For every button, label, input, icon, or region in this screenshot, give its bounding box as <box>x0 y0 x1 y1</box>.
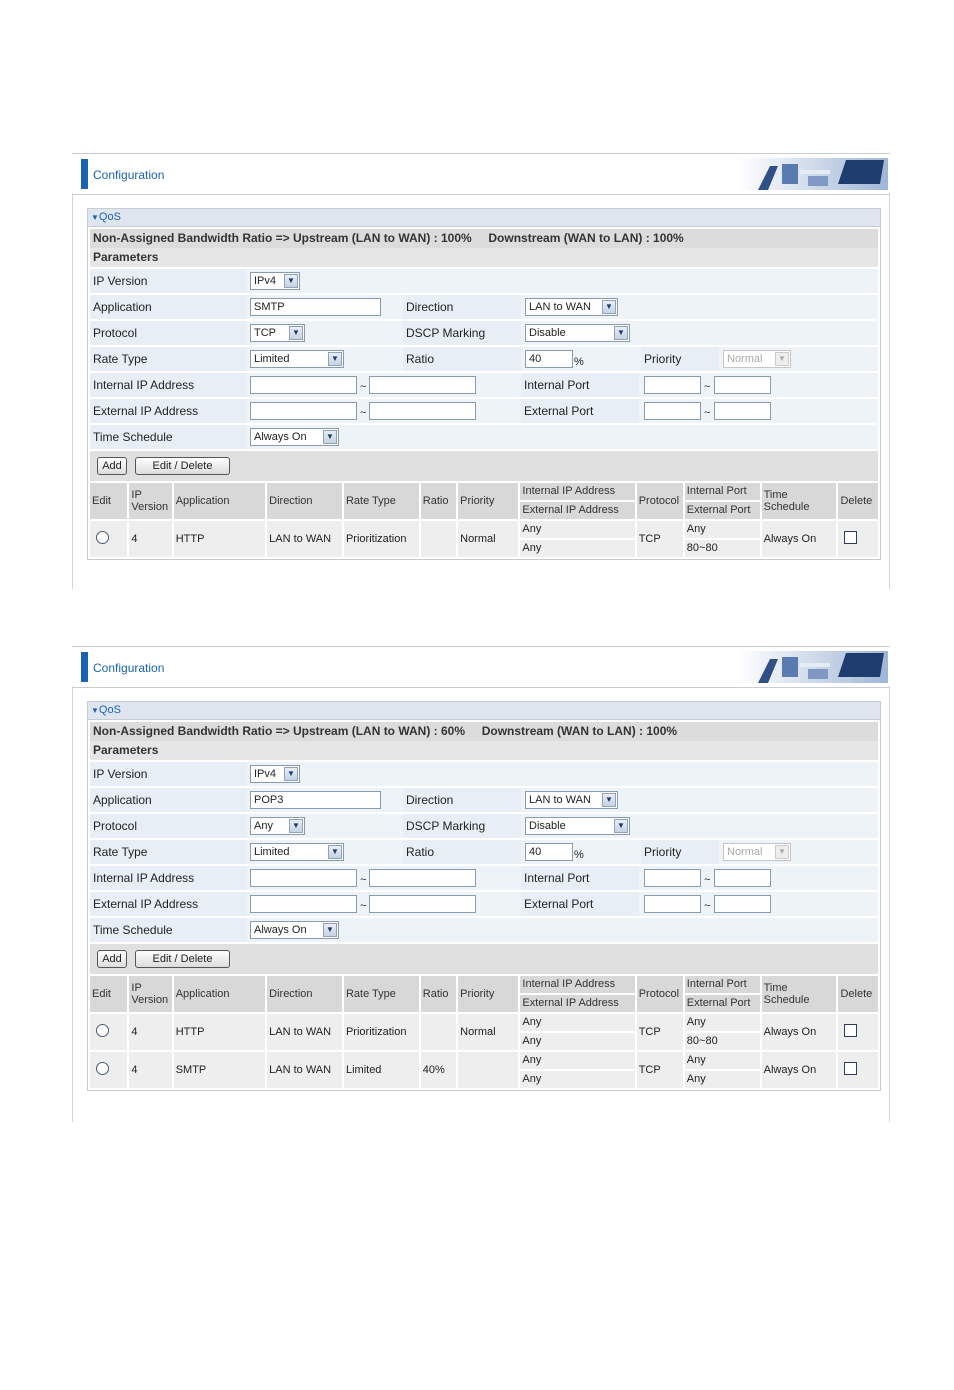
priority-cell <box>458 1052 518 1088</box>
time-schedule-row <box>90 918 878 942</box>
edit-delete-button[interactable]: Edit / Delete <box>135 457 230 475</box>
internal-port-cell: Any <box>685 1052 760 1071</box>
external-ip-label: External IP Address <box>90 399 246 423</box>
internal-ip-label: Internal IP Address <box>90 373 246 397</box>
time-schedule-cell: Always On <box>762 521 837 557</box>
col-priority: Priority <box>458 976 518 1012</box>
panel-right-border <box>889 193 890 589</box>
time-schedule-cell: Always On <box>762 1014 837 1050</box>
ip-version-value: IPv4 <box>254 768 277 780</box>
time-schedule-select[interactable] <box>250 428 339 446</box>
external-port-label: External Port <box>521 399 639 423</box>
protocol-value: Any <box>254 820 273 832</box>
office-banner-icon <box>738 158 888 190</box>
time-schedule-select[interactable] <box>250 921 339 939</box>
protocol-select[interactable] <box>250 817 305 835</box>
office-banner-icon <box>738 651 888 683</box>
ip-version-value: IPv4 <box>254 275 277 287</box>
delete-checkbox[interactable] <box>844 1062 857 1075</box>
qos-title-text: QoS <box>98 211 121 223</box>
application-label: Application <box>90 295 246 319</box>
ratio-cell: 40% <box>421 1052 456 1088</box>
col-external-ip: External IP Address <box>522 997 619 1009</box>
range-separator: ~ <box>360 407 367 419</box>
rate-type-cell: Prioritization <box>344 521 419 557</box>
chevron-down-icon: ▼ <box>614 819 628 833</box>
external-port-cell: Any <box>686 1073 706 1085</box>
external-port-cell: 80~80 <box>686 542 718 554</box>
external-port-label: External Port <box>521 892 639 916</box>
time-schedule-cell: Always On <box>762 1052 837 1088</box>
col-internal-port: Internal Port <box>685 483 760 502</box>
time-schedule-value: Always On <box>254 431 307 443</box>
chevron-down-icon: ▼ <box>284 767 298 781</box>
protocol-value: TCP <box>254 327 276 339</box>
edit-cell <box>90 1014 127 1050</box>
col-edit: Edit <box>90 976 127 1012</box>
col-external-port: External Port <box>686 997 751 1009</box>
internal-ip-cell: Any <box>520 1052 634 1071</box>
col-rate-type: Rate Type <box>344 976 419 1012</box>
protocol-cell: TCP <box>637 1052 683 1088</box>
external-ip-cell: Any <box>522 1035 542 1047</box>
time-schedule-value: Always On <box>254 924 307 936</box>
table-row <box>90 521 878 557</box>
rate-type-cell: Prioritization <box>344 1014 419 1050</box>
external-ip-start-input[interactable] <box>250 895 357 913</box>
application-cell: HTTP <box>174 521 265 557</box>
add-button[interactable]: Add <box>97 457 127 475</box>
configuration-title: Configuration <box>93 661 165 675</box>
internal-ip-row <box>90 866 878 890</box>
col-delete: Delete <box>838 483 878 519</box>
priority-label: Priority <box>641 347 719 371</box>
ratio-percent-sign: % <box>574 849 584 861</box>
ip-address-cell <box>520 521 634 557</box>
external-ip-row <box>90 399 878 423</box>
dscp-value: Disable <box>529 327 566 339</box>
range-separator: ~ <box>360 900 367 912</box>
col-ratio: Ratio <box>421 976 456 1012</box>
application-cell: SMTP <box>174 1052 265 1088</box>
internal-port-cell: Any <box>685 1014 760 1033</box>
col-direction: Direction <box>267 483 342 519</box>
application-row <box>90 788 878 812</box>
panel-left-border <box>72 193 73 589</box>
dscp-select[interactable] <box>525 817 630 835</box>
col-time-schedule: Time Schedule <box>762 976 837 1012</box>
chevron-down-icon: ▼ <box>775 845 789 859</box>
ip-address-cell <box>520 1052 634 1088</box>
col-internal-ip: Internal IP Address <box>520 483 634 502</box>
port-cell <box>685 1052 760 1088</box>
internal-ip-row <box>90 373 878 397</box>
col-time-schedule: Time Schedule <box>762 483 837 519</box>
priority-cell: Normal <box>458 521 518 557</box>
col-ip-address <box>520 483 634 519</box>
application-cell: HTTP <box>174 1014 265 1050</box>
external-port-cell: 80~80 <box>686 1035 718 1047</box>
parameters-heading: Parameters <box>90 248 878 267</box>
protocol-select[interactable] <box>250 324 305 342</box>
internal-port-end-input[interactable] <box>714 869 771 887</box>
ratio-cell <box>421 521 456 557</box>
time-schedule-row <box>90 425 878 449</box>
col-port <box>685 483 760 519</box>
port-cell <box>685 521 760 557</box>
rate-type-value: Limited <box>254 353 290 365</box>
protocol-cell: TCP <box>637 521 683 557</box>
delete-cell <box>838 1052 878 1088</box>
application-row <box>90 295 878 319</box>
ip-version-select[interactable] <box>250 272 300 290</box>
edit-delete-button[interactable]: Edit / Delete <box>135 950 230 968</box>
rate-type-cell: Limited <box>344 1052 419 1088</box>
direction-value: LAN to WAN <box>529 794 591 806</box>
col-protocol: Protocol <box>637 483 683 519</box>
qos-rules-table <box>88 974 880 1090</box>
delete-cell <box>838 521 878 557</box>
internal-port-start-input[interactable] <box>644 869 701 887</box>
external-ip-label: External IP Address <box>90 892 246 916</box>
delete-cell <box>838 1014 878 1050</box>
chevron-down-icon: ▼ <box>328 352 342 366</box>
direction-select[interactable] <box>525 791 618 809</box>
internal-ip-start-input[interactable] <box>250 869 357 887</box>
internal-ip-cell: Any <box>520 521 634 540</box>
col-ratio: Ratio <box>421 483 456 519</box>
direction-select[interactable] <box>525 298 618 316</box>
external-port-end-input[interactable] <box>714 402 771 420</box>
qos-section <box>87 701 881 1091</box>
col-ip-address <box>520 976 634 1012</box>
delete-checkbox[interactable] <box>844 1024 857 1037</box>
chevron-down-icon: ▼ <box>323 923 337 937</box>
ip-version-cell: 4 <box>129 1014 171 1050</box>
rate-type-row <box>90 347 878 371</box>
action-button-row <box>90 944 878 974</box>
add-button[interactable]: Add <box>97 950 127 968</box>
protocol-label: Protocol <box>90 814 246 838</box>
edit-radio[interactable] <box>96 1024 109 1037</box>
chevron-down-icon: ▼ <box>775 352 789 366</box>
col-external-port: External Port <box>686 504 751 516</box>
external-ip-row <box>90 892 878 916</box>
action-button-row <box>90 451 878 481</box>
col-rate-type: Rate Type <box>344 483 419 519</box>
protocol-row <box>90 321 878 345</box>
rate-type-select[interactable] <box>250 843 344 861</box>
range-separator: ~ <box>704 407 711 419</box>
ip-version-select[interactable] <box>250 765 300 783</box>
chevron-down-icon: ▼ <box>602 793 616 807</box>
external-ip-cell: Any <box>522 542 542 554</box>
col-port <box>685 976 760 1012</box>
col-internal-ip: Internal IP Address <box>520 976 634 995</box>
direction-label: Direction <box>403 295 521 319</box>
rate-type-label: Rate Type <box>90 347 246 371</box>
edit-cell <box>90 1052 127 1088</box>
qos-title-text: QoS <box>98 704 121 716</box>
delete-checkbox[interactable] <box>844 531 857 544</box>
external-port-start-input[interactable] <box>644 895 701 913</box>
chevron-down-icon: ▼ <box>328 845 342 859</box>
header-accent-bar <box>81 652 88 682</box>
range-separator: ~ <box>704 874 711 886</box>
table-header-row <box>90 976 878 1012</box>
col-edit: Edit <box>90 483 127 519</box>
application-input[interactable]: SMTP <box>250 298 381 316</box>
ip-version-row <box>90 269 878 293</box>
ip-version-cell: 4 <box>129 1052 171 1088</box>
priority-select[interactable] <box>723 350 791 368</box>
port-cell <box>685 1014 760 1050</box>
col-direction: Direction <box>267 976 342 1012</box>
internal-ip-start-input[interactable] <box>250 376 357 394</box>
col-ip-version: IP Version <box>129 976 171 1012</box>
internal-ip-cell: Any <box>520 1014 634 1033</box>
col-internal-port: Internal Port <box>685 976 760 995</box>
range-separator: ~ <box>704 381 711 393</box>
direction-cell: LAN to WAN <box>267 1052 342 1088</box>
qos-config-panel-2 <box>72 646 890 1122</box>
ratio-input[interactable]: 40 <box>525 350 573 368</box>
qos-section-title[interactable] <box>88 209 880 227</box>
internal-port-label: Internal Port <box>521 373 639 397</box>
external-ip-end-input[interactable] <box>369 895 476 913</box>
table-header-row <box>90 483 878 519</box>
collapse-triangle-icon: ▼ <box>91 706 99 715</box>
ratio-label: Ratio <box>403 840 521 864</box>
qos-config-panel-1 <box>72 153 890 589</box>
dscp-select[interactable] <box>525 324 630 342</box>
ip-version-label: IP Version <box>90 762 246 786</box>
table-row <box>90 1052 878 1088</box>
external-port-start-input[interactable] <box>644 402 701 420</box>
panel-left-border <box>72 686 73 1122</box>
chevron-down-icon: ▼ <box>289 819 303 833</box>
dscp-label: DSCP Marking <box>403 321 521 345</box>
chevron-down-icon: ▼ <box>289 326 303 340</box>
rate-type-select[interactable] <box>250 350 344 368</box>
col-external-ip: External IP Address <box>522 504 619 516</box>
parameters-heading: Parameters <box>90 741 878 760</box>
collapse-triangle-icon: ▼ <box>91 213 99 222</box>
internal-ip-label: Internal IP Address <box>90 866 246 890</box>
direction-cell: LAN to WAN <box>267 1014 342 1050</box>
ratio-percent-sign: % <box>574 356 584 368</box>
rate-type-label: Rate Type <box>90 840 246 864</box>
time-schedule-label: Time Schedule <box>90 425 246 449</box>
direction-cell: LAN to WAN <box>267 521 342 557</box>
direction-value: LAN to WAN <box>529 301 591 313</box>
ip-address-cell <box>520 1014 634 1050</box>
ratio-cell <box>421 1014 456 1050</box>
internal-port-end-input[interactable] <box>714 376 771 394</box>
internal-port-cell: Any <box>685 521 760 540</box>
time-schedule-label: Time Schedule <box>90 918 246 942</box>
external-ip-cell: Any <box>522 1073 542 1085</box>
priority-value: Normal <box>727 846 763 858</box>
dscp-value: Disable <box>529 820 566 832</box>
qos-rules-table <box>88 481 880 559</box>
external-ip-start-input[interactable] <box>250 402 357 420</box>
col-ip-version: IP Version <box>129 483 171 519</box>
ip-version-row <box>90 762 878 786</box>
edit-cell <box>90 521 127 557</box>
dscp-label: DSCP Marking <box>403 814 521 838</box>
qos-section <box>87 208 881 560</box>
internal-ip-end-input[interactable] <box>369 376 476 394</box>
col-application: Application <box>174 483 265 519</box>
priority-cell: Normal <box>458 1014 518 1050</box>
table-row <box>90 1014 878 1050</box>
col-delete: Delete <box>838 976 878 1012</box>
external-ip-end-input[interactable] <box>369 402 476 420</box>
range-separator: ~ <box>360 381 367 393</box>
internal-port-label: Internal Port <box>521 866 639 890</box>
chevron-down-icon: ▼ <box>323 430 337 444</box>
configuration-header <box>72 646 890 688</box>
bandwidth-ratio-text: Non-Assigned Bandwidth Ratio => Upstream (LAN to WAN) : 60% Downstream (WAN to LAN) : 100% <box>90 722 878 741</box>
priority-select[interactable] <box>723 843 791 861</box>
col-application: Application <box>174 976 265 1012</box>
configuration-header <box>72 153 890 195</box>
panel-right-border <box>889 686 890 1122</box>
ratio-input[interactable]: 40 <box>525 843 573 861</box>
chevron-down-icon: ▼ <box>284 274 298 288</box>
internal-port-start-input[interactable] <box>644 376 701 394</box>
col-priority: Priority <box>458 483 518 519</box>
chevron-down-icon: ▼ <box>602 300 616 314</box>
rate-type-row <box>90 840 878 864</box>
header-accent-bar <box>81 159 88 189</box>
internal-ip-end-input[interactable] <box>369 869 476 887</box>
range-separator: ~ <box>704 900 711 912</box>
qos-section-title[interactable] <box>88 702 880 720</box>
priority-value: Normal <box>727 353 763 365</box>
col-protocol: Protocol <box>637 976 683 1012</box>
external-port-end-input[interactable] <box>714 895 771 913</box>
protocol-label: Protocol <box>90 321 246 345</box>
protocol-cell: TCP <box>637 1014 683 1050</box>
priority-label: Priority <box>641 840 719 864</box>
ratio-label: Ratio <box>403 347 521 371</box>
application-input[interactable]: POP3 <box>250 791 381 809</box>
chevron-down-icon: ▼ <box>614 326 628 340</box>
rate-type-value: Limited <box>254 846 290 858</box>
ip-version-label: IP Version <box>90 269 246 293</box>
edit-radio[interactable] <box>96 1062 109 1075</box>
range-separator: ~ <box>360 874 367 886</box>
direction-label: Direction <box>403 788 521 812</box>
configuration-title: Configuration <box>93 168 165 182</box>
bandwidth-ratio-text: Non-Assigned Bandwidth Ratio => Upstream (LAN to WAN) : 100% Downstream (WAN to LAN) : 100% <box>90 229 878 248</box>
protocol-row <box>90 814 878 838</box>
edit-radio[interactable] <box>96 531 109 544</box>
application-label: Application <box>90 788 246 812</box>
ip-version-cell: 4 <box>129 521 171 557</box>
